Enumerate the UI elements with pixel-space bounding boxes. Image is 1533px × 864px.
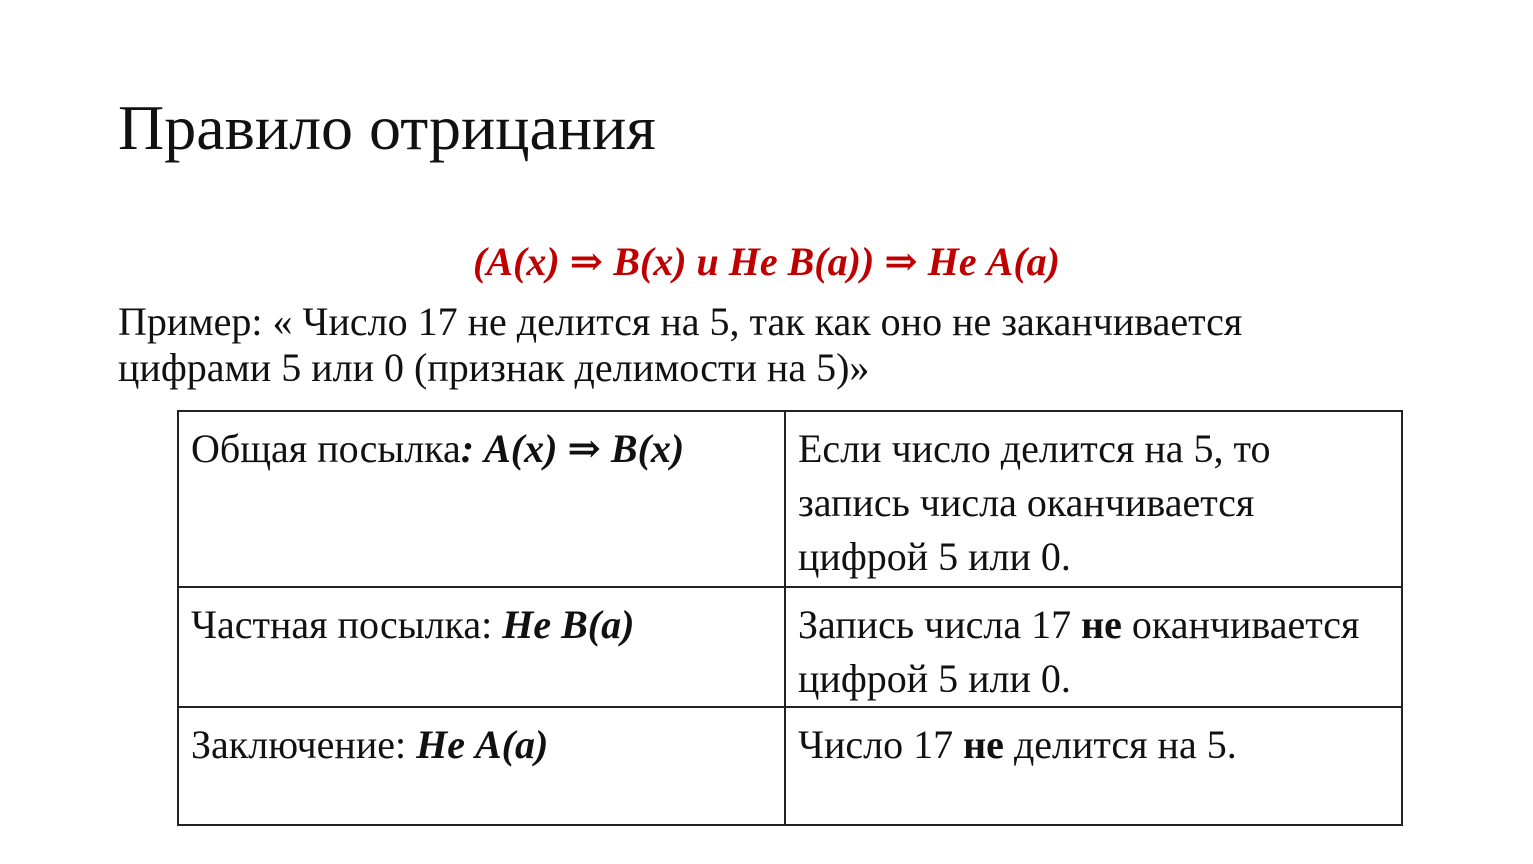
conclusion-label: Заключение: xyxy=(191,722,417,767)
particular-premise-cell xyxy=(178,587,785,707)
particular-premise-label: Частная посылка: xyxy=(191,602,503,647)
table-row-conclusion xyxy=(178,707,1402,825)
general-premise-cell xyxy=(178,411,785,587)
general-premise-label: Общая посылка xyxy=(191,426,461,471)
particular-premise-desc-bold: не xyxy=(1081,602,1122,647)
particular-premise-desc-end: оканчивается цифрой 5 или 0. xyxy=(798,602,1360,701)
particular-premise-formula: Не В(а) xyxy=(502,602,635,647)
syllogism-table xyxy=(177,410,1403,826)
conclusion-desc-end: делится на 5. xyxy=(1003,722,1237,767)
general-premise-separator: : xyxy=(460,426,475,471)
general-premise-formula: А(х) ⇒ В(х) xyxy=(474,426,685,471)
rule-formula: (А(х) ⇒ В(х) и Не В(а)) ⇒ Не А(а) xyxy=(473,239,1060,284)
particular-premise-description xyxy=(785,587,1402,707)
conclusion-formula: Не А(а) xyxy=(416,722,549,767)
conclusion-desc-bold: не xyxy=(963,722,1004,767)
table-row-particular-premise xyxy=(178,587,1402,707)
conclusion-description xyxy=(785,707,1402,825)
table-row-general-premise xyxy=(178,411,1402,587)
particular-premise-desc-text: Запись числа 17 xyxy=(798,602,1082,647)
example-text xyxy=(118,299,1458,391)
example-line-1: Пример: « Число 17 не делится на 5, так как оно не заканчивается xyxy=(118,299,1243,344)
general-premise-description xyxy=(785,411,1402,587)
slide-title: Правило отрицания xyxy=(118,92,656,163)
example-line-2: цифрами 5 или 0 (признак делимости на 5)» xyxy=(118,345,870,390)
general-premise-desc-text: Если число делится на 5, то запись числа оканчивается цифрой 5 или 0. xyxy=(798,426,1271,579)
conclusion-cell xyxy=(178,707,785,825)
conclusion-desc-text: Число 17 xyxy=(798,722,964,767)
